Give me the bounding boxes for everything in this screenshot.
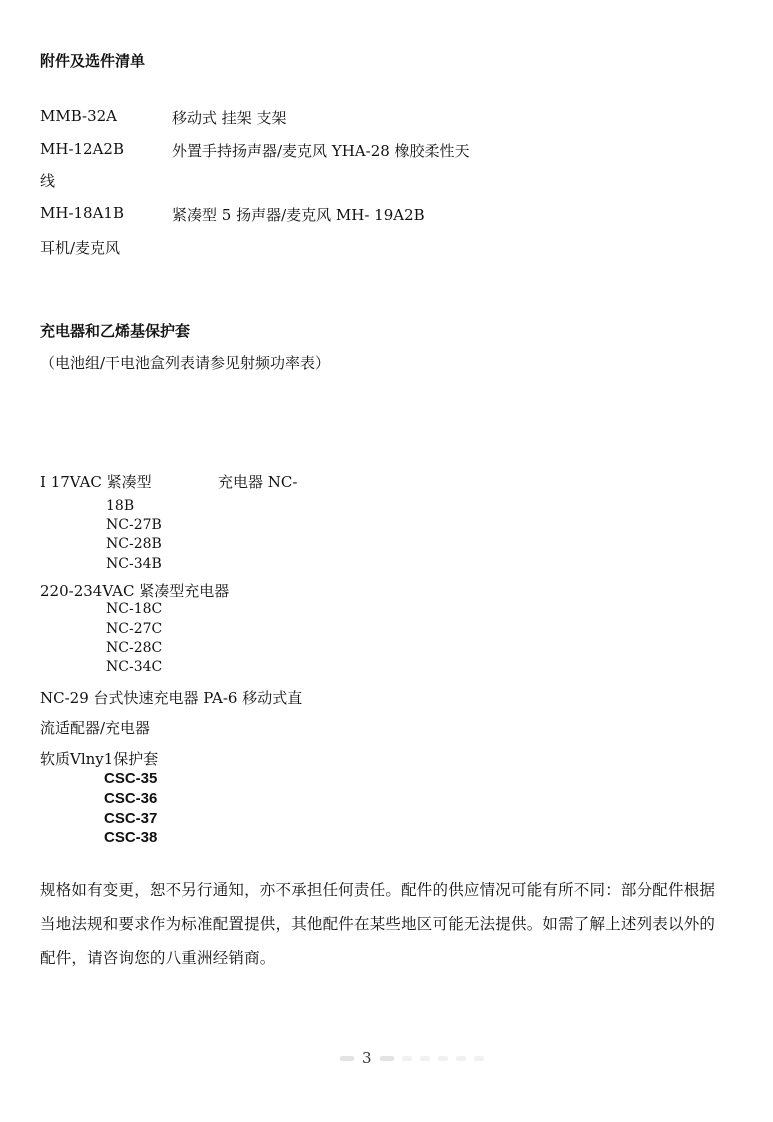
case-model: CSC-35 <box>104 770 158 787</box>
section-title-chargers: 充电器和乙烯基保护套 <box>40 322 191 340</box>
disclaimer-paragraph: 规格如有变更，恕不另行通知，亦不承担任何责任。配件的供应情况可能有所不同：部分配件根据当地法规和要求作为标准配置提供，其他配件在某些地区可能无法提供。如需了解上述列表以外的配件，请咨询您的八重洲经销商。 <box>40 881 716 967</box>
section-title-accessories: 附件及选件清单 <box>40 52 146 70</box>
accessory-model: MH-18A1B <box>40 204 124 222</box>
case-model: CSC-36 <box>104 790 158 807</box>
page-decor-left <box>340 1056 354 1061</box>
charger-line-label: I 17VAC 紧凑型 <box>40 473 152 491</box>
charger-line-label: NC-29 台式快速充电器 PA-6 移动式直 <box>40 689 303 707</box>
page-decor-right <box>380 1056 394 1061</box>
charger-model: NC-18C <box>106 601 163 617</box>
accessory-description-wrap: 线 <box>40 172 56 190</box>
section-note: （电池组/干电池盒列表请参见射频功率表） <box>40 354 331 372</box>
accessory-description: 外置手持扬声器/麦克风 YHA-28 橡胶柔性天 <box>172 142 470 160</box>
accessory-description-wrap: 耳机/麦克风 <box>40 239 121 257</box>
charger-model: NC-28C <box>106 640 163 656</box>
charger-model: NC-34B <box>106 556 162 572</box>
charger-line-label: 220-234VAC 紧凑型充电器 <box>40 582 230 600</box>
case-model: CSC-37 <box>104 810 158 827</box>
page-decor-fade <box>474 1056 484 1061</box>
page-decor-fade <box>438 1056 448 1061</box>
charger-model: NC-34C <box>106 659 163 675</box>
charger-model: NC-27C <box>106 621 163 637</box>
case-line-label: 软质Vlny1保护套 <box>40 750 159 768</box>
accessory-description: 紧凑型 5 扬声器/麦克风 MH- 19A2B <box>172 206 425 224</box>
accessory-model: MMB-32A <box>40 107 118 125</box>
charger-model: NC-28B <box>106 536 162 552</box>
page-footer <box>340 1048 484 1068</box>
accessory-description: 移动式 挂架 支架 <box>172 109 287 127</box>
case-model: CSC-38 <box>104 829 158 846</box>
page-decor-fade <box>402 1056 412 1061</box>
charger-model: 18B <box>106 498 135 514</box>
charger-model: NC-27B <box>106 517 162 533</box>
page-decor-fade <box>456 1056 466 1061</box>
page-decor-fade <box>420 1056 430 1061</box>
charger-line-label: 流适配器/充电器 <box>40 719 151 737</box>
charger-line-label: 充电器 NC- <box>218 473 298 491</box>
accessory-model: MH-12A2B <box>40 140 124 158</box>
page-number: 3 <box>362 1049 372 1067</box>
